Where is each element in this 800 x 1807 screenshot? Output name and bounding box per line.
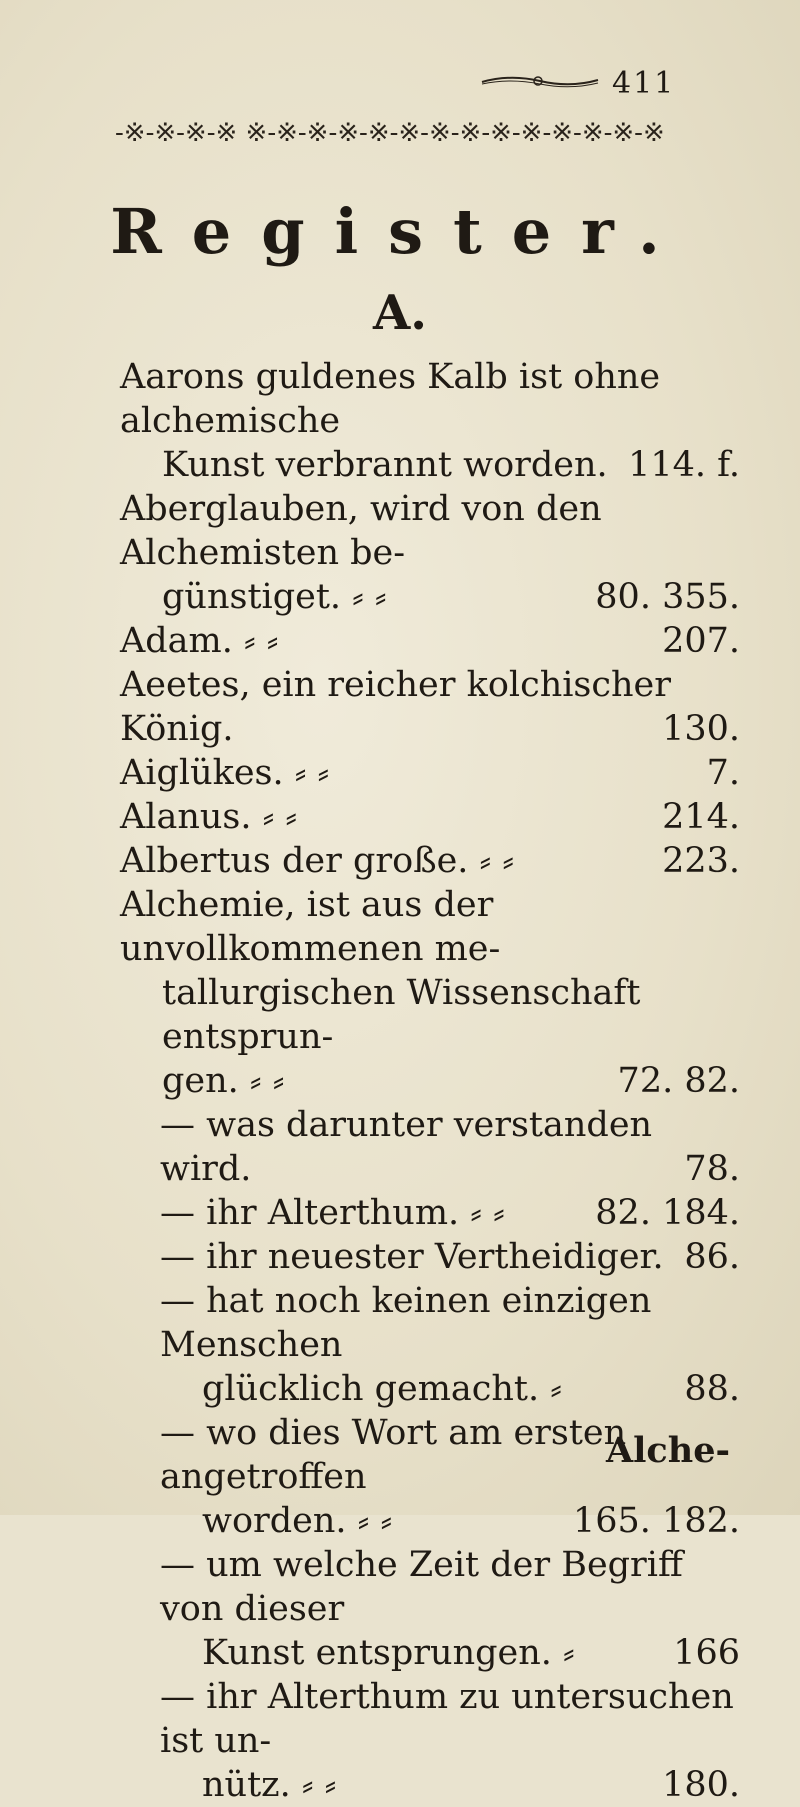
index-entry: [120, 795, 740, 839]
subentry-text-continued: glücklich gemacht. ⸗: [202, 1369, 562, 1409]
entry-text-continued: Kunst verbrannt worden.: [162, 445, 608, 485]
index-subentry: [120, 1675, 740, 1807]
index-entry: [120, 619, 740, 663]
page-references: 80. 355.: [595, 577, 740, 617]
index-entry: [120, 839, 740, 883]
subentry-text: — ihr neuester Vertheidiger.: [160, 1237, 664, 1277]
index-entry: [120, 487, 740, 619]
page-references: 82. 184.: [595, 1193, 740, 1233]
page-number: 411: [612, 66, 676, 101]
page-references: 88.: [684, 1369, 740, 1409]
ornamental-divider: -※-※-※-※ ※-※-※-※-※-※-※-※-※-※-※-※-※-※: [115, 118, 665, 148]
index-subentry: [120, 1279, 740, 1411]
subentry-text: — was darunter verstanden wird.: [160, 1105, 653, 1189]
index-subentry: [120, 1191, 740, 1235]
page-references: 166: [673, 1633, 740, 1673]
index-entry: [120, 663, 740, 751]
page-references: 165. 182.: [573, 1501, 740, 1541]
index-subentry: [120, 1103, 740, 1191]
page-references: 7.: [706, 753, 740, 793]
page-references: 86.: [684, 1237, 740, 1277]
index-entry: [120, 883, 740, 1103]
entry-text-continued: tallurgischen Wissenschaft entsprun-: [162, 973, 641, 1057]
index-subentry: [120, 1235, 740, 1279]
subentry-text: — um welche Zeit der Begriff von dieser: [160, 1545, 683, 1629]
page-references: 223.: [662, 841, 740, 881]
index-entry: [120, 355, 740, 487]
entry-text: Albertus der große. ⸗ ⸗: [120, 841, 514, 881]
entry-text: Alchemie, ist aus der unvollkommenen me-: [120, 885, 501, 969]
subentry-text: — hat noch keinen einzigen Menschen: [160, 1281, 652, 1365]
entry-text-continued: günstiget. ⸗ ⸗: [162, 577, 387, 617]
catchword: Alche-: [605, 1430, 730, 1471]
index-entries: [120, 355, 740, 1807]
header-ornament-icon: [480, 72, 600, 90]
subentry-text-continued: Kunst entsprungen. ⸗: [202, 1633, 575, 1673]
entry-text: Aarons guldenes Kalb ist ohne alchemische: [120, 357, 661, 441]
entry-text: Alanus. ⸗ ⸗: [120, 797, 298, 837]
register-heading: Register.: [110, 195, 690, 268]
entry-text-continued: gen. ⸗ ⸗: [162, 1061, 285, 1101]
section-letter: A.: [373, 285, 427, 341]
subentry-text: — ihr Alterthum. ⸗ ⸗: [160, 1193, 505, 1233]
page-references: 207.: [662, 621, 740, 661]
index-entry: [120, 751, 740, 795]
page-references: 78.: [684, 1149, 740, 1189]
entry-text: Aeetes, ein reicher kolchischer König.: [120, 665, 671, 749]
entry-text: Aiglükes. ⸗ ⸗: [120, 753, 330, 793]
subentry-text: — wo dies Wort am ersten angetroffen: [160, 1413, 627, 1497]
page-references: 114. f.: [628, 445, 740, 485]
page-references: 130.: [662, 709, 740, 749]
entry-text: Adam. ⸗ ⸗: [120, 621, 279, 661]
subentry-text: — ihr Alterthum zu untersuchen ist un-: [160, 1677, 734, 1761]
index-subentry: [120, 1543, 740, 1675]
subentry-text-continued: worden. ⸗ ⸗: [202, 1501, 393, 1541]
subentry-text-continued: nütz. ⸗ ⸗: [202, 1765, 337, 1805]
entry-text: Aberglauben, wird von den Alchemisten be-: [120, 489, 602, 573]
page-references: 72. 82.: [617, 1061, 740, 1101]
page-references: 214.: [662, 797, 740, 837]
page-references: 180.: [662, 1765, 740, 1805]
